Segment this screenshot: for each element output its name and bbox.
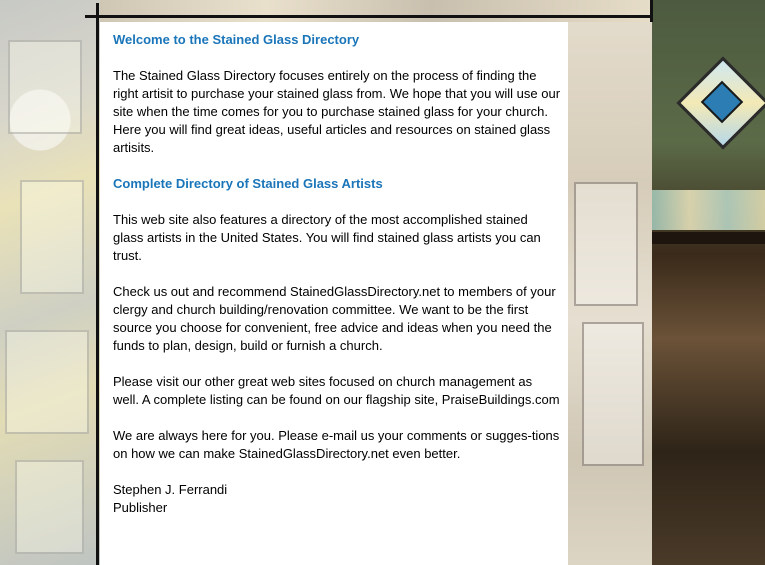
stained-glass-background-left — [0, 0, 100, 565]
glass-frame — [582, 322, 644, 466]
content-panel — [100, 22, 568, 565]
glass-frame — [574, 182, 638, 306]
glass-pane — [8, 40, 82, 134]
other-sites-paragraph: Please visit our other great web sites focused on church management as well. A complete listing can be found on our flagship site, PraiseBuildings.com — [113, 374, 560, 407]
signature-name: Stephen J. Ferrandi — [113, 482, 228, 497]
directory-heading: Complete Directory of Stained Glass Artists — [113, 176, 383, 191]
recommend-paragraph: Check us out and recommend StainedGlassDirectory.net to members of your clergy and church building/renovation committee. We want to be the first source you choose for convenient, free advice and ideas when you need the funds to plan, design, build or furnish a church. — [113, 284, 556, 353]
shelf — [652, 232, 765, 244]
feedback-paragraph: We are always here for you. Please e-mail us your comments or sugges-tions on how we can make StainedGlassDirectory.net even better. — [113, 428, 560, 461]
glass-pane — [20, 180, 84, 294]
frame-line-right — [650, 0, 653, 22]
frame-line-left — [96, 3, 99, 565]
frame-line-top — [85, 15, 652, 18]
glass-pane — [15, 460, 84, 554]
article-body — [113, 31, 561, 517]
signature-title: Publisher — [113, 500, 168, 515]
directory-paragraph: This web site also features a directory of the most accomplished stained glass artists in the United States. You will find stained glass artists you can trust. — [113, 212, 541, 263]
welcome-heading: Welcome to the Stained Glass Directory — [113, 32, 360, 47]
stained-glass-background-top — [100, 0, 652, 22]
glass-pane — [5, 330, 89, 434]
glass-strip — [652, 190, 765, 230]
stained-glass-background-middle — [568, 22, 652, 565]
intro-paragraph: The Stained Glass Directory focuses entirely on the process of finding the right artisit to purchase your stained glass from. We hope that you will use our site when the time comes for you to purchase stained glass for your church. Here you will find great ideas, useful articles and resources on stained glass artisits. — [113, 68, 561, 155]
